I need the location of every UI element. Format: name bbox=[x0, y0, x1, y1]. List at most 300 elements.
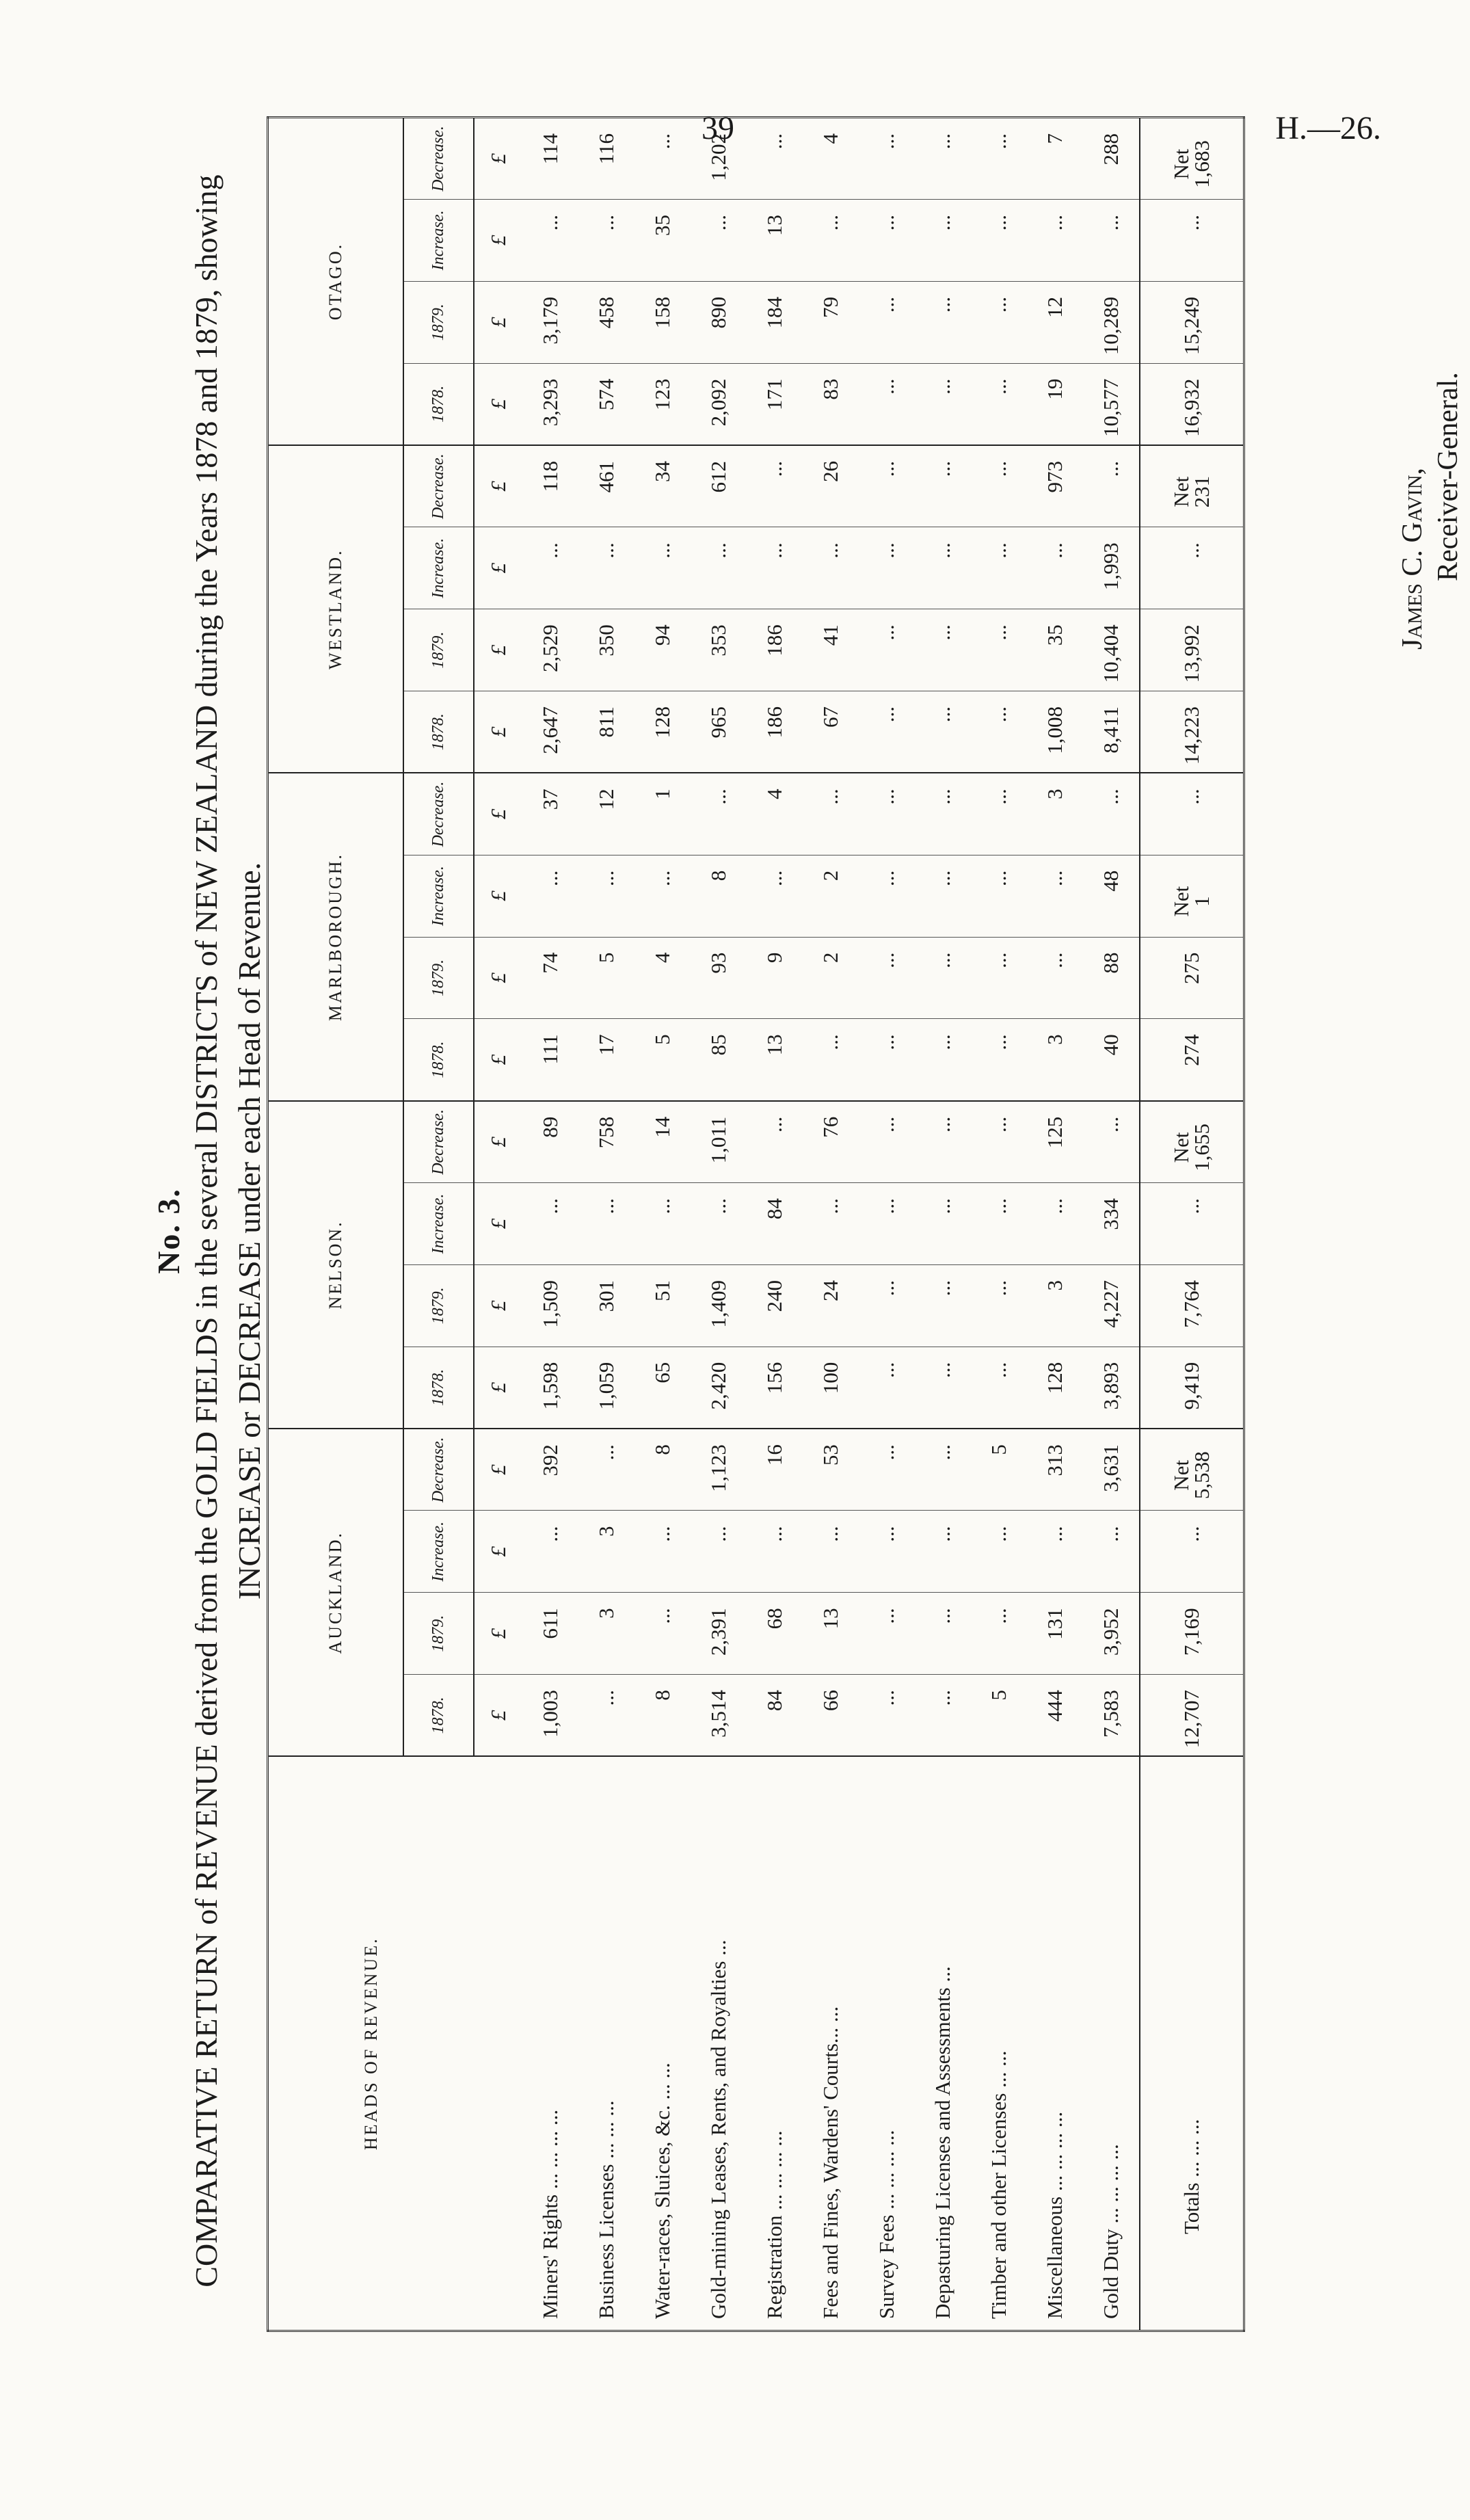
net-amount: 231 bbox=[1190, 475, 1214, 508]
table-cell: ... bbox=[691, 527, 747, 609]
table-cell: ... bbox=[971, 1264, 1027, 1347]
table-cell: ... bbox=[971, 445, 1027, 527]
table-cell: 51 bbox=[634, 1264, 691, 1347]
table-cell: ... bbox=[691, 1183, 747, 1265]
subhead-4-1: 1879. bbox=[403, 281, 474, 363]
table-cell: 4,227 bbox=[1083, 1264, 1140, 1347]
totals-cell: 274 bbox=[1140, 1019, 1244, 1101]
table-cell: ... bbox=[915, 855, 971, 937]
revenue-head-label: Gold Duty ... ... ... ... bbox=[1099, 2144, 1123, 2319]
table-cell: 3,631 bbox=[1083, 1429, 1140, 1511]
table-cell: ... bbox=[691, 1511, 747, 1593]
table-cell: ... bbox=[522, 199, 578, 281]
table-cell: 313 bbox=[1027, 1429, 1083, 1511]
revenue-table-container bbox=[267, 116, 1245, 2332]
table-cell: ... bbox=[634, 1593, 691, 1675]
table-cell: 37 bbox=[522, 773, 578, 855]
table-cell: 2 bbox=[803, 855, 859, 937]
subhead-4-3: Decrease. bbox=[403, 118, 474, 200]
totals-row bbox=[1140, 118, 1244, 2331]
table-cell: ... bbox=[971, 1511, 1027, 1593]
revenue-head-label: Fees and Fines, Wardens' Courts... ... bbox=[818, 2006, 842, 2319]
subhead-1-0: 1878. bbox=[403, 1347, 474, 1429]
table-cell: ... bbox=[915, 1675, 971, 1757]
signatory-name: James C. Gavin, bbox=[1397, 467, 1428, 650]
table-cell: 965 bbox=[691, 691, 747, 773]
currency-unit: £ bbox=[474, 937, 522, 1019]
revenue-head-label: Gold-mining Leases, Rents, and Royalties ... bbox=[706, 1939, 730, 2319]
table-cell: ... bbox=[971, 1347, 1027, 1429]
table-cell: ... bbox=[803, 199, 859, 281]
net-label: Net bbox=[1169, 1459, 1193, 1491]
table-cell: 758 bbox=[578, 1101, 634, 1183]
table-cell: 3 bbox=[578, 1593, 634, 1675]
page-number: 39 bbox=[701, 110, 734, 146]
totals-cell: 13,992 bbox=[1140, 609, 1244, 691]
rotated-return-page bbox=[150, 0, 1470, 2359]
currency-unit: £ bbox=[474, 855, 522, 937]
table-cell: ... bbox=[971, 691, 1027, 773]
table-cell: ... bbox=[971, 773, 1027, 855]
table-cell: 1,202 bbox=[691, 118, 747, 200]
currency-unit: £ bbox=[474, 118, 522, 200]
table-cell: ... bbox=[859, 937, 915, 1019]
currency-unit: £ bbox=[474, 1593, 522, 1675]
totals-cell: 16,932 bbox=[1140, 363, 1244, 445]
table-cell: ... bbox=[915, 1101, 971, 1183]
table-cell: 4 bbox=[803, 118, 859, 200]
table-cell: ... bbox=[971, 1593, 1027, 1675]
table-cell: ... bbox=[971, 609, 1027, 691]
totals-cell: ... bbox=[1140, 1511, 1244, 1593]
table-cell: 88 bbox=[1083, 937, 1140, 1019]
table-cell: ... bbox=[1027, 855, 1083, 937]
subhead-1-3: Decrease. bbox=[403, 1101, 474, 1183]
table-row bbox=[915, 118, 971, 2331]
heads-of-revenue-header: HEADS OF REVENUE. bbox=[361, 1937, 381, 2151]
net-amount: 5,538 bbox=[1190, 1451, 1214, 1500]
table-cell: ... bbox=[859, 1183, 915, 1265]
currency-unit-row bbox=[474, 118, 522, 2331]
table-cell: ... bbox=[747, 118, 803, 200]
table-cell: 461 bbox=[578, 445, 634, 527]
table-cell: ... bbox=[1027, 1511, 1083, 1593]
totals-cell: 7,764 bbox=[1140, 1264, 1244, 1347]
revenue-table bbox=[267, 116, 1245, 2332]
table-cell: 1,059 bbox=[578, 1347, 634, 1429]
table-row bbox=[522, 118, 578, 2331]
currency-unit: £ bbox=[474, 773, 522, 855]
table-cell: ... bbox=[915, 1511, 971, 1593]
table-cell: 12 bbox=[578, 773, 634, 855]
table-cell: ... bbox=[859, 281, 915, 363]
table-cell: 84 bbox=[747, 1675, 803, 1757]
table-cell: ... bbox=[859, 1593, 915, 1675]
subhead-2-0: 1878. bbox=[403, 1019, 474, 1101]
net-label: Net bbox=[1169, 476, 1193, 507]
table-cell: 83 bbox=[803, 363, 859, 445]
table-cell: 1,598 bbox=[522, 1347, 578, 1429]
table-cell: 94 bbox=[634, 609, 691, 691]
totals-cell bbox=[1140, 855, 1244, 937]
currency-unit: £ bbox=[474, 691, 522, 773]
table-cell: ... bbox=[634, 118, 691, 200]
table-cell: 171 bbox=[747, 363, 803, 445]
table-cell: ... bbox=[971, 855, 1027, 937]
table-cell: 66 bbox=[803, 1675, 859, 1757]
table-cell: 7,583 bbox=[1083, 1675, 1140, 1757]
table-row bbox=[634, 118, 691, 2331]
table-cell: 68 bbox=[747, 1593, 803, 1675]
net-label: Net bbox=[1169, 886, 1193, 917]
table-cell: ... bbox=[1027, 1183, 1083, 1265]
table-cell: 76 bbox=[803, 1101, 859, 1183]
table-cell: 334 bbox=[1083, 1183, 1140, 1265]
table-cell: 8 bbox=[691, 855, 747, 937]
currency-unit: £ bbox=[474, 1183, 522, 1265]
totals-cell bbox=[1140, 1101, 1244, 1183]
table-cell: ... bbox=[578, 1429, 634, 1511]
table-cell: ... bbox=[859, 609, 915, 691]
table-cell: 1,123 bbox=[691, 1429, 747, 1511]
table-cell: 79 bbox=[803, 281, 859, 363]
table-cell: ... bbox=[522, 1511, 578, 1593]
table-cell: 5 bbox=[971, 1429, 1027, 1511]
table-cell: 458 bbox=[578, 281, 634, 363]
table-cell: ... bbox=[803, 773, 859, 855]
totals-cell: 7,169 bbox=[1140, 1593, 1244, 1675]
table-cell: 118 bbox=[522, 445, 578, 527]
table-cell: ... bbox=[971, 1019, 1027, 1101]
table-cell: 17 bbox=[578, 1019, 634, 1101]
table-cell: 128 bbox=[634, 691, 691, 773]
district-header-nelson: NELSON. bbox=[268, 1101, 404, 1429]
totals-cell: ... bbox=[1140, 527, 1244, 609]
table-cell: 65 bbox=[634, 1347, 691, 1429]
revenue-head-label: Miscellaneous ... ... ... ... bbox=[1043, 2111, 1067, 2319]
table-cell: 973 bbox=[1027, 445, 1083, 527]
table-cell: ... bbox=[803, 1019, 859, 1101]
table-cell: ... bbox=[691, 773, 747, 855]
subhead-3-0: 1878. bbox=[403, 691, 474, 773]
table-cell: 2,529 bbox=[522, 609, 578, 691]
table-cell: 10,404 bbox=[1083, 609, 1140, 691]
table-cell: ... bbox=[915, 1347, 971, 1429]
table-cell: ... bbox=[1027, 199, 1083, 281]
table-cell: ... bbox=[915, 445, 971, 527]
table-cell: ... bbox=[971, 118, 1027, 200]
table-cell: 123 bbox=[634, 363, 691, 445]
table-cell: 26 bbox=[803, 445, 859, 527]
table-cell: 13 bbox=[747, 199, 803, 281]
table-cell: 10,577 bbox=[1083, 363, 1140, 445]
table-cell: 35 bbox=[1027, 609, 1083, 691]
table-cell: ... bbox=[747, 445, 803, 527]
table-cell: ... bbox=[1083, 199, 1140, 281]
district-header-otago: OTAGO. bbox=[268, 118, 404, 446]
currency-unit: £ bbox=[474, 1511, 522, 1593]
table-cell: ... bbox=[859, 445, 915, 527]
table-cell: 1,409 bbox=[691, 1264, 747, 1347]
district-header-marlborough: MARLBOROUGH. bbox=[268, 773, 404, 1100]
currency-unit: £ bbox=[474, 1347, 522, 1429]
table-cell: 811 bbox=[578, 691, 634, 773]
table-cell: ... bbox=[1027, 527, 1083, 609]
table-row bbox=[747, 118, 803, 2331]
table-cell: ... bbox=[578, 855, 634, 937]
table-cell: 186 bbox=[747, 609, 803, 691]
table-cell: ... bbox=[971, 937, 1027, 1019]
table-cell: 116 bbox=[578, 118, 634, 200]
table-cell: ... bbox=[915, 691, 971, 773]
table-cell: 3,293 bbox=[522, 363, 578, 445]
net-label: Net bbox=[1169, 1132, 1193, 1163]
table-cell: ... bbox=[859, 1347, 915, 1429]
currency-unit: £ bbox=[474, 1675, 522, 1757]
table-cell: 67 bbox=[803, 691, 859, 773]
table-cell: ... bbox=[859, 855, 915, 937]
table-cell: 240 bbox=[747, 1264, 803, 1347]
table-cell: ... bbox=[915, 527, 971, 609]
table-cell: ... bbox=[915, 118, 971, 200]
table-cell: 84 bbox=[747, 1183, 803, 1265]
net-amount: 1,683 bbox=[1190, 140, 1214, 188]
table-cell: 1,509 bbox=[522, 1264, 578, 1347]
table-cell: 19 bbox=[1027, 363, 1083, 445]
table-row bbox=[691, 118, 747, 2331]
table-cell: ... bbox=[859, 118, 915, 200]
table-cell: 85 bbox=[691, 1019, 747, 1101]
table-cell: ... bbox=[859, 1675, 915, 1757]
table-cell: ... bbox=[859, 1264, 915, 1347]
table-cell: 2,420 bbox=[691, 1347, 747, 1429]
table-cell: 5 bbox=[971, 1675, 1027, 1757]
table-cell: ... bbox=[1083, 445, 1140, 527]
table-cell: ... bbox=[915, 1593, 971, 1675]
table-cell: ... bbox=[915, 199, 971, 281]
table-cell: 89 bbox=[522, 1101, 578, 1183]
table-cell: ... bbox=[1083, 1511, 1140, 1593]
currency-unit: £ bbox=[474, 1101, 522, 1183]
table-row bbox=[803, 118, 859, 2331]
totals-cell: ... bbox=[1140, 199, 1244, 281]
table-row bbox=[1083, 118, 1140, 2331]
table-cell: 53 bbox=[803, 1429, 859, 1511]
totals-cell: 14,223 bbox=[1140, 691, 1244, 773]
table-cell: ... bbox=[915, 609, 971, 691]
subhead-2-3: Decrease. bbox=[403, 773, 474, 855]
table-cell: 1 bbox=[634, 773, 691, 855]
table-cell: ... bbox=[915, 1429, 971, 1511]
table-cell: 3,952 bbox=[1083, 1593, 1140, 1675]
table-cell: ... bbox=[971, 281, 1027, 363]
subhead-3-3: Decrease. bbox=[403, 445, 474, 527]
subhead-3-1: 1879. bbox=[403, 609, 474, 691]
revenue-head-label: Business Licenses ... ... ... bbox=[594, 2100, 618, 2319]
revenue-head-label: Depasturing Licenses and Assessments ... bbox=[931, 1966, 954, 2319]
table-cell: 7 bbox=[1027, 118, 1083, 200]
table-cell: ... bbox=[859, 363, 915, 445]
return-title: COMPARATIVE RETURN of REVENUE derived from the GOLD FIELDS in the several DISTRICTS of NEW ZEALAND during the Years 1878 and 1879, showing bbox=[189, 174, 224, 2287]
table-cell: ... bbox=[915, 773, 971, 855]
table-row bbox=[859, 118, 915, 2331]
table-cell: ... bbox=[522, 527, 578, 609]
revenue-head-label: Survey Fees ... ... ... ... bbox=[874, 2130, 898, 2319]
table-cell: 12 bbox=[1027, 281, 1083, 363]
table-cell: 353 bbox=[691, 609, 747, 691]
table-cell: 890 bbox=[691, 281, 747, 363]
net-amount: 1 bbox=[1190, 896, 1214, 907]
table-cell: 2,092 bbox=[691, 363, 747, 445]
totals-cell bbox=[1140, 1429, 1244, 1511]
table-cell: ... bbox=[634, 1511, 691, 1593]
totals-label: Totals ... ... ... bbox=[1140, 1757, 1244, 2331]
district-header-row bbox=[268, 118, 404, 2331]
district-header-westland: WESTLAND. bbox=[268, 445, 404, 773]
revenue-table-body bbox=[474, 118, 1244, 2331]
table-cell: 3,893 bbox=[1083, 1347, 1140, 1429]
table-cell: 5 bbox=[578, 937, 634, 1019]
table-cell: ... bbox=[971, 1101, 1027, 1183]
table-cell: 10,289 bbox=[1083, 281, 1140, 363]
table-cell: 8,411 bbox=[1083, 691, 1140, 773]
table-cell: 392 bbox=[522, 1429, 578, 1511]
table-cell: 35 bbox=[634, 199, 691, 281]
table-cell: ... bbox=[803, 1183, 859, 1265]
table-cell: 48 bbox=[1083, 855, 1140, 937]
table-cell: 13 bbox=[747, 1019, 803, 1101]
table-cell: ... bbox=[971, 363, 1027, 445]
table-cell: ... bbox=[859, 773, 915, 855]
table-cell: 114 bbox=[522, 118, 578, 200]
subhead-1-1: 1879. bbox=[403, 1264, 474, 1347]
revenue-head-label: Timber and other Licenses ... ... bbox=[987, 2050, 1011, 2319]
table-cell: 3 bbox=[578, 1511, 634, 1593]
document-reference: H.—26. bbox=[1275, 110, 1381, 146]
revenue-head-label: Registration ... ... ... ... bbox=[762, 2130, 786, 2319]
table-cell: 8 bbox=[634, 1429, 691, 1511]
currency-unit: £ bbox=[474, 1429, 522, 1511]
subhead-4-2: Increase. bbox=[403, 199, 474, 281]
table-cell: ... bbox=[971, 527, 1027, 609]
table-cell: 100 bbox=[803, 1347, 859, 1429]
table-cell: 24 bbox=[803, 1264, 859, 1347]
return-subtitle: INCREASE or DECREASE under each Head of Revenue. bbox=[232, 862, 267, 1600]
subhead-2-2: Increase. bbox=[403, 855, 474, 937]
totals-cell bbox=[1140, 118, 1244, 200]
table-cell: 612 bbox=[691, 445, 747, 527]
table-cell: ... bbox=[915, 1183, 971, 1265]
table-cell: 1,008 bbox=[1027, 691, 1083, 773]
subhead-2-1: 1879. bbox=[403, 937, 474, 1019]
totals-cell: ... bbox=[1140, 773, 1244, 855]
table-cell: ... bbox=[971, 1183, 1027, 1265]
table-cell: 4 bbox=[634, 937, 691, 1019]
table-cell: ... bbox=[859, 527, 915, 609]
table-cell: 14 bbox=[634, 1101, 691, 1183]
currency-unit: £ bbox=[474, 1264, 522, 1347]
table-cell: ... bbox=[522, 855, 578, 937]
table-cell: 111 bbox=[522, 1019, 578, 1101]
signatory-title: Receiver-General. bbox=[1432, 372, 1464, 581]
totals-cell: ... bbox=[1140, 1183, 1244, 1265]
subhead-1-2: Increase. bbox=[403, 1183, 474, 1265]
table-cell: ... bbox=[1083, 1101, 1140, 1183]
currency-unit: £ bbox=[474, 199, 522, 281]
table-cell: ... bbox=[803, 527, 859, 609]
table-cell: ... bbox=[634, 855, 691, 937]
table-cell: ... bbox=[915, 363, 971, 445]
table-cell: ... bbox=[747, 527, 803, 609]
table-cell: ... bbox=[578, 199, 634, 281]
table-cell: 186 bbox=[747, 691, 803, 773]
table-cell: 156 bbox=[747, 1347, 803, 1429]
table-cell: ... bbox=[859, 199, 915, 281]
unit-row-label-cell bbox=[474, 1757, 522, 2331]
table-cell: 611 bbox=[522, 1593, 578, 1675]
table-row bbox=[1027, 118, 1083, 2331]
table-cell: 40 bbox=[1083, 1019, 1140, 1101]
subhead-0-1: 1879. bbox=[403, 1593, 474, 1675]
table-cell: 8 bbox=[634, 1675, 691, 1757]
table-cell: ... bbox=[915, 281, 971, 363]
table-row bbox=[971, 118, 1027, 2331]
district-header-auckland: AUCKLAND. bbox=[268, 1429, 404, 1756]
table-cell: ... bbox=[578, 527, 634, 609]
table-cell: ... bbox=[859, 1101, 915, 1183]
currency-unit: £ bbox=[474, 609, 522, 691]
totals-cell: 15,249 bbox=[1140, 281, 1244, 363]
table-cell: 2,647 bbox=[522, 691, 578, 773]
return-number: No. 3. bbox=[151, 1188, 186, 1274]
table-cell: 444 bbox=[1027, 1675, 1083, 1757]
table-cell: 1,003 bbox=[522, 1675, 578, 1757]
table-cell: ... bbox=[971, 199, 1027, 281]
subhead-0-0: 1878. bbox=[403, 1675, 474, 1757]
signature-block bbox=[1395, 171, 1466, 650]
subhead-3-2: Increase. bbox=[403, 527, 474, 609]
table-cell: 16 bbox=[747, 1429, 803, 1511]
table-cell: 13 bbox=[803, 1593, 859, 1675]
table-cell: 3,179 bbox=[522, 281, 578, 363]
totals-cell bbox=[1140, 445, 1244, 527]
table-cell: 34 bbox=[634, 445, 691, 527]
table-cell: 288 bbox=[1083, 118, 1140, 200]
table-cell: ... bbox=[859, 1511, 915, 1593]
subhead-0-3: Decrease. bbox=[403, 1429, 474, 1511]
totals-cell: 12,707 bbox=[1140, 1675, 1244, 1757]
table-cell: 301 bbox=[578, 1264, 634, 1347]
table-cell: 2 bbox=[803, 937, 859, 1019]
table-cell: 41 bbox=[803, 609, 859, 691]
table-cell: 74 bbox=[522, 937, 578, 1019]
table-cell: 128 bbox=[1027, 1347, 1083, 1429]
table-cell: ... bbox=[691, 199, 747, 281]
table-cell: ... bbox=[747, 1511, 803, 1593]
subhead-0-2: Increase. bbox=[403, 1511, 474, 1593]
table-cell: 3 bbox=[1027, 1019, 1083, 1101]
table-cell: ... bbox=[634, 527, 691, 609]
table-cell: 184 bbox=[747, 281, 803, 363]
table-cell: ... bbox=[578, 1675, 634, 1757]
subhead-4-0: 1878. bbox=[403, 363, 474, 445]
net-label: Net bbox=[1169, 148, 1193, 180]
table-cell: 93 bbox=[691, 937, 747, 1019]
table-cell: 9 bbox=[747, 937, 803, 1019]
totals-cell: 275 bbox=[1140, 937, 1244, 1019]
currency-unit: £ bbox=[474, 445, 522, 527]
table-cell: 3 bbox=[1027, 773, 1083, 855]
